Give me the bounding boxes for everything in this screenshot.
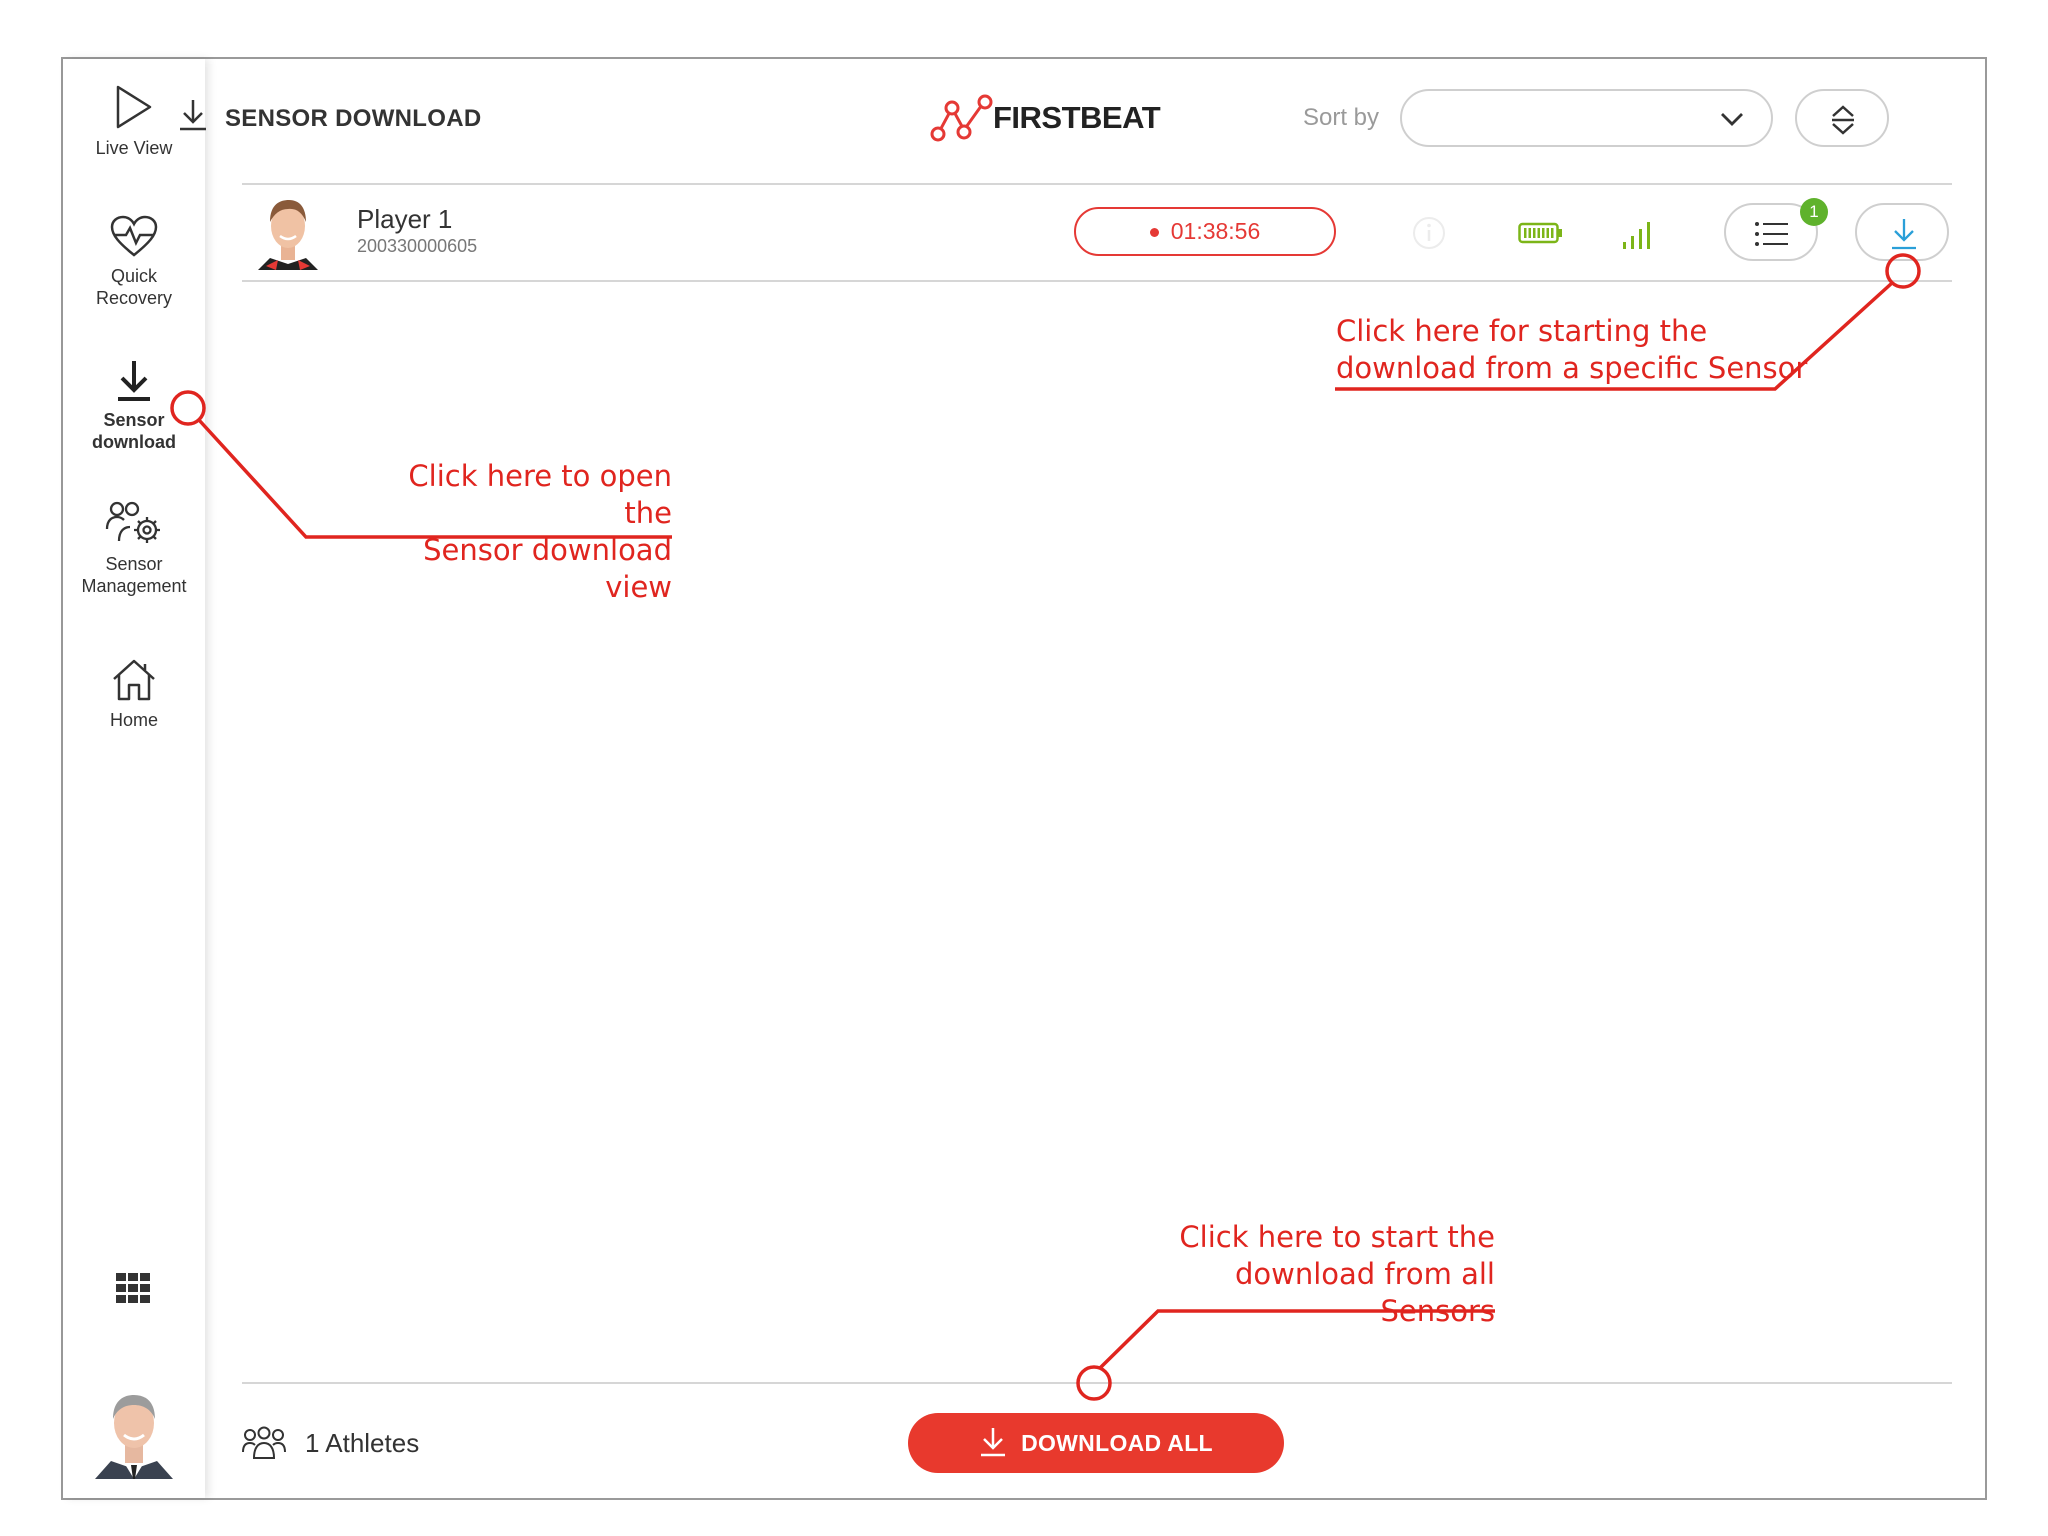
sort-label: Sort by	[1303, 104, 1380, 131]
annotation-all-sensors	[1140, 1219, 1495, 1330]
notification-badge: 1	[1800, 198, 1828, 226]
page-title: SENSOR DOWNLOAD	[225, 105, 482, 132]
annotation-text: Click here for starting the	[1336, 314, 1708, 348]
player-name: Player 1	[357, 204, 453, 234]
sidebar-item-label: Live View	[95, 138, 173, 158]
annotation-marker	[172, 392, 204, 424]
athletes-count: 1 Athletes	[305, 1428, 420, 1458]
sidebar-item-label: Sensor Management	[81, 554, 187, 596]
annotation-text: Sensor download view	[423, 533, 672, 604]
annotation-sensor-download	[370, 458, 672, 606]
download-all-label: DOWNLOAD ALL	[1021, 1430, 1213, 1456]
annotation-text: download from a specific Sensor	[1336, 351, 1808, 385]
annotation-marker	[1887, 255, 1919, 287]
annotation-text: download from all Sensors	[1234, 1257, 1495, 1328]
timer-value: 01:38:56	[1170, 218, 1261, 244]
annotation-marker	[1078, 1367, 1110, 1399]
annotation-text: Click here to open the	[408, 459, 672, 530]
player-id: 200330000605	[357, 236, 478, 256]
sidebar-item-label: Sensor download	[92, 410, 176, 452]
annotation-text: Click here to start the	[1179, 1220, 1495, 1254]
sidebar-item-label: Home	[109, 710, 158, 730]
annotation-specific-sensor	[1336, 313, 1807, 387]
logo-text: FIRSTBEAT	[993, 100, 1161, 135]
sidebar-item-label: Quick Recovery	[95, 266, 173, 308]
